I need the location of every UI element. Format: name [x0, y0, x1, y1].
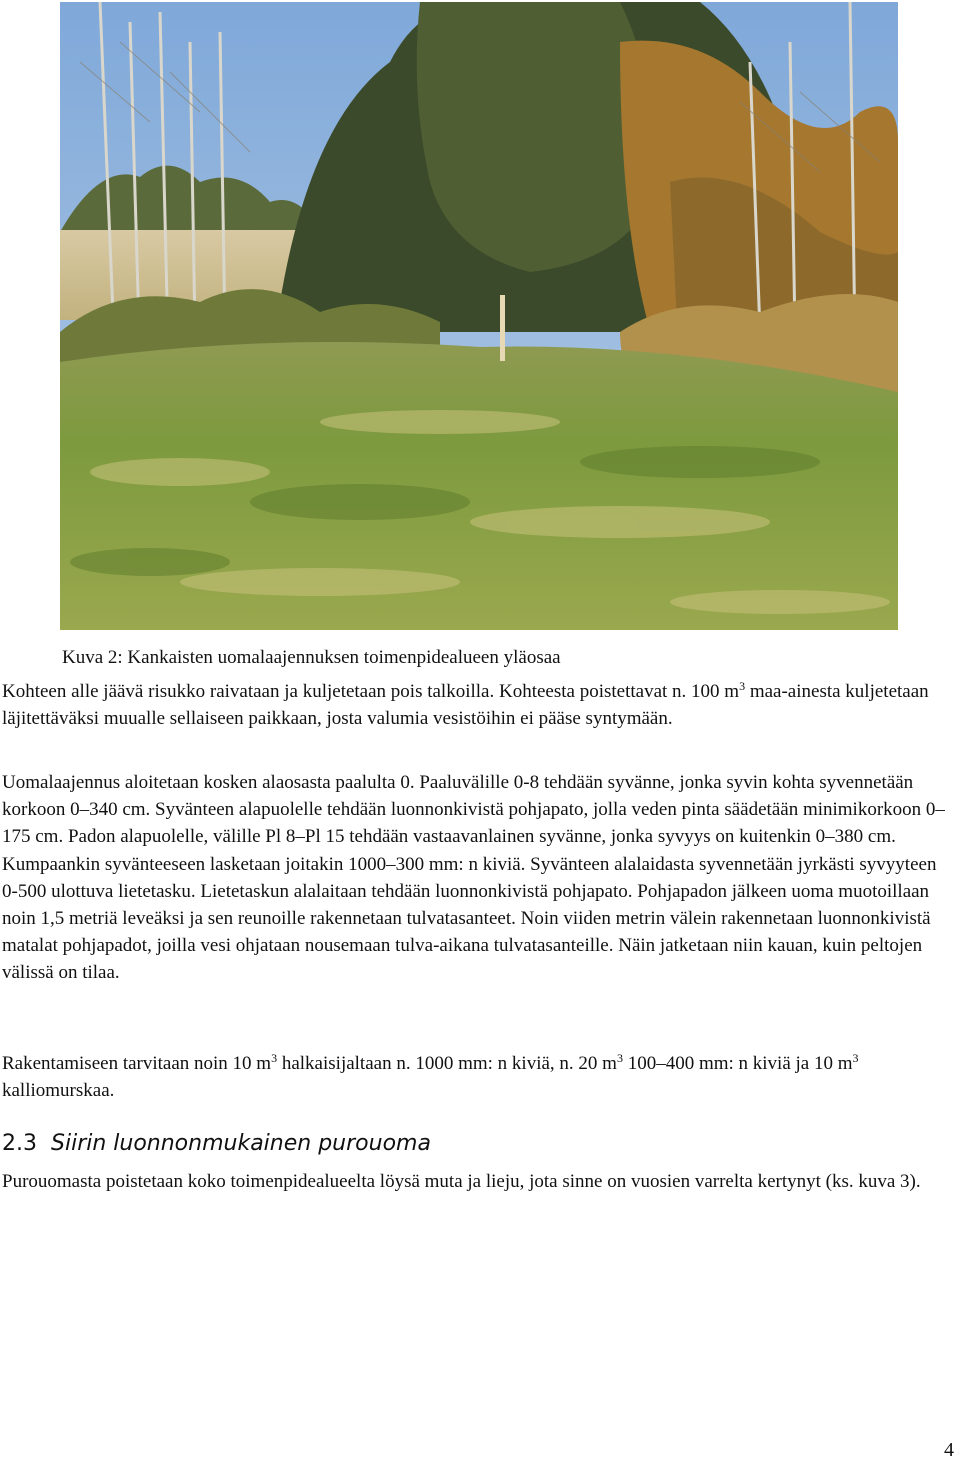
paragraph-materials: Rakentamiseen tarvitaan noin 10 $m^3$ halkaisijaltaan n. 1000 mm: n kiviä, n. 20 $m^3$ 100–400 mm: n kiviä ja 10 $m^3$ kalliomurskaa. [2, 1051, 859, 1102]
page-number: 4 [944, 1439, 954, 1461]
section-heading [2, 1130, 431, 1158]
section-title: Siirin luonnonmukainen purouoma [51, 1131, 431, 1156]
landscape-photo [60, 2, 898, 630]
section-number: 2.3 [2, 1131, 37, 1156]
paragraph-construction: Uomalaajennus aloitetaan kosken alaosasta paalulta 0. Paaluvälille 0-8 tehdään syvänne, jonka syvin kohta syvennetään korkoon 0–340 cm. Syvänteen alapuolelle tehdään luonnonkivistä pohjapato, jolla veden pinta säädetään minimikorkoon 0–175 cm. Padon alapuolelle, välille Pl 8–Pl 15 tehdään vastaavanlainen syvänne, jonka syvyys on kuitenkin 0–380 cm. Kumpaankin syvänteeseen lasketaan joitakin 1000–300 mm: n kiviä. Syvänteen alalaidasta syvennetään jyrkästi syvyyteen 0-500 ulottuva lietetasku. Lietetaskun alalaitaan tehdään luonnonkivistä pohjapato. Pohjapadon jälkeen uoma muotoillaan noin 1,5 metriä leveäksi ja sen reunoille rakennetaan tulvatasanteet. Noin viiden metrin välein rakennetaan luonnonkivistä matalat pohjapadot, joilla vesi ohjataan nousemaan tulva-aikana tulvatasanteille. Näin jatketaan niin kauan, kuin peltojen välissä on tilaa. [2, 772, 945, 984]
paragraph-clearing: Kohteen alle jäävä risukko raivataan ja kuljetetaan pois talkoilla. Kohteesta poistettavat n. 100 $m^3$ maa-ainesta kuljetetaan läjitettäväksi muualle sellaiseen paikkaan, josta valumia vesistöihin ei pääse syntymään. [2, 679, 929, 730]
paragraph-stream: Purouomasta poistetaan koko toimenpidealueelta löysä muta ja lieju, jota sinne on vuosien varrelta kertynyt (ks. kuva 3). [2, 1171, 921, 1192]
figure-caption: Kuva 2: Kankaisten uomalaajennuksen toimenpidealueen yläosaa [62, 647, 561, 668]
